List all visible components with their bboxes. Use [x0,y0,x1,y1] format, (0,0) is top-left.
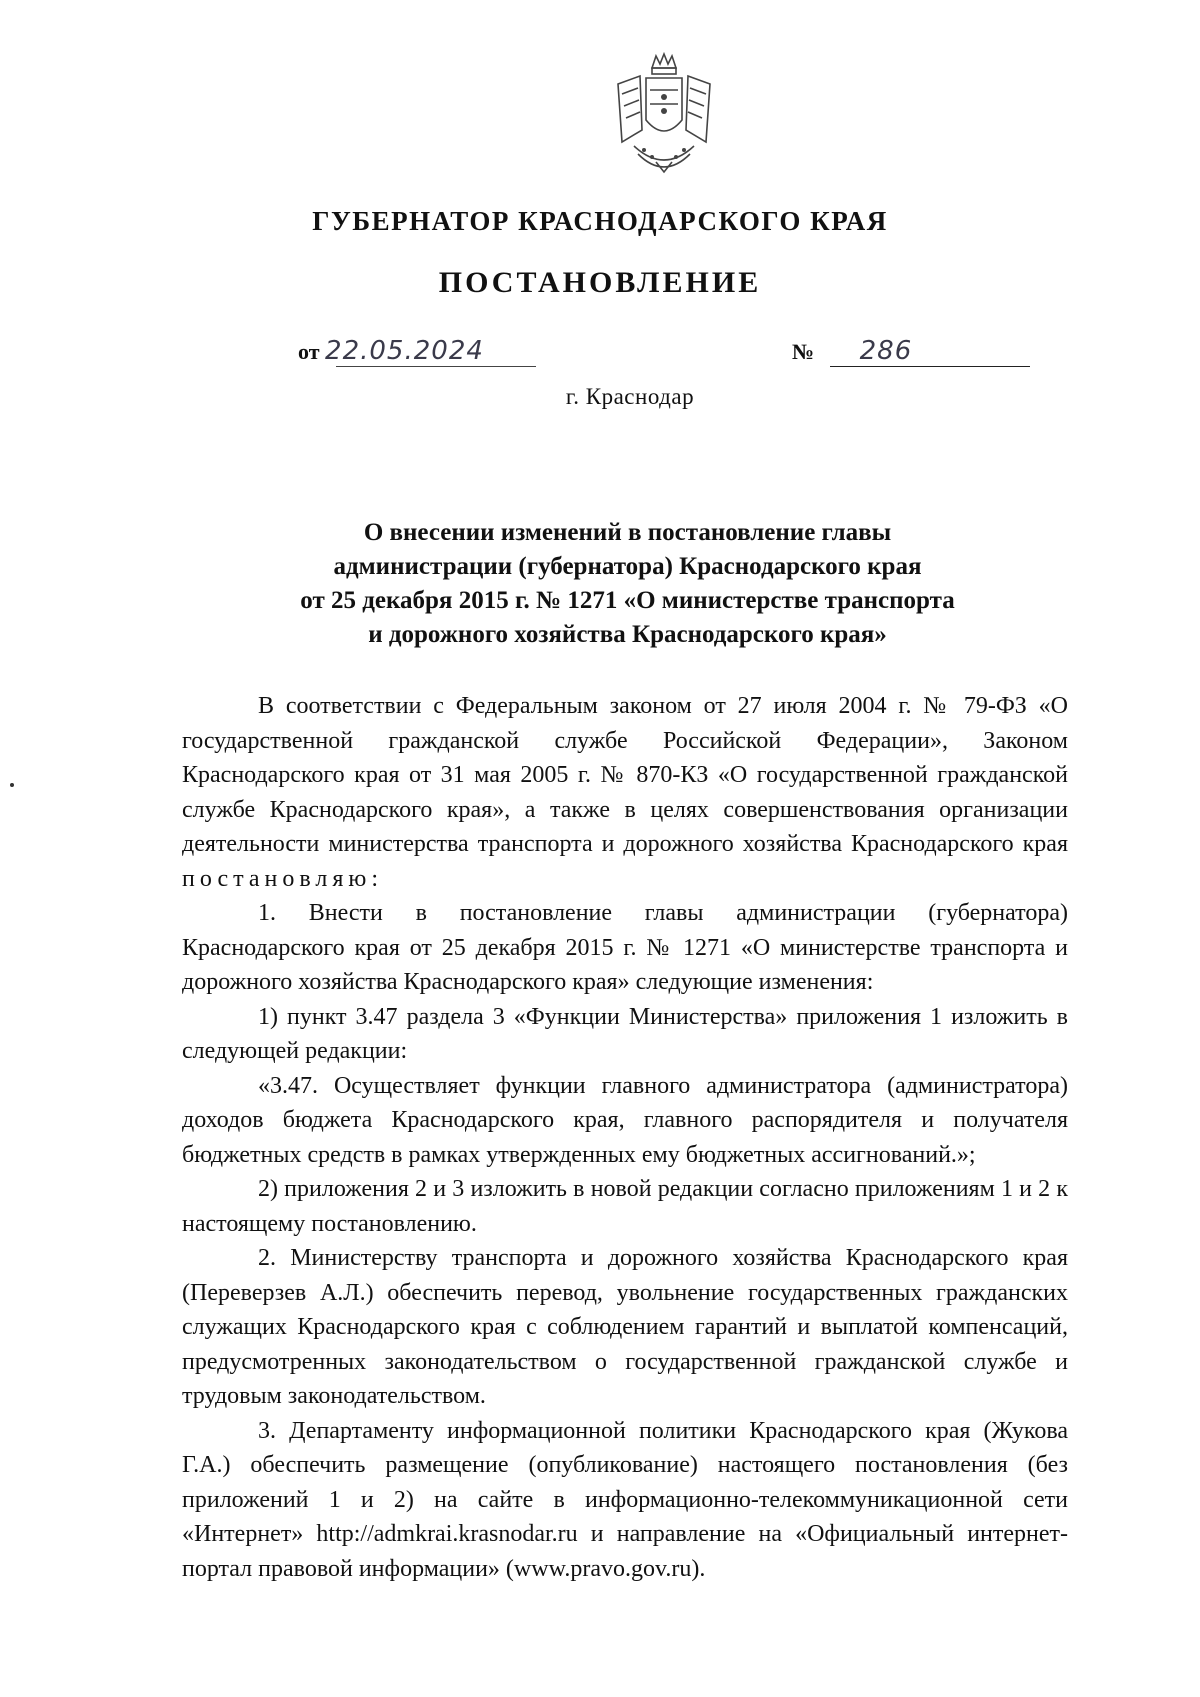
subclause-1-1: 1) пункт 3.47 раздела 3 «Функции Министерства» приложения 1 изложить в следующей редакции: [182,1003,1068,1064]
preamble-text: В соответствии с Федеральным законом от 27 июля 2004 г. № 79-ФЗ «О государственной гражданской службе Российской Федерации», Законом Краснодарского края от 31 мая 2005 г. № 870-КЗ «О государственной гражданской службе Краснодарского края», а также в целях совершенствования организации деятельности министерства транспорта и дорожного хозяйства Краснодарского края [182,693,1068,857]
scan-speck [10,783,14,787]
title-line: О внесении изменений в постановление главы [363,519,892,546]
decree-word: постановляю: [182,865,383,892]
clause-2: 2. Министерству транспорта и дорожного хозяйства Краснодарского края (Переверзев А.Л.) обеспечить перевод, увольнение государственных гражданских служащих Краснодарского края с соблюдением гарантий и выплатой компенсаций, предусмотренных законодательством о государственной гражданской службе и трудовым законодательством. [182,1245,1068,1409]
city: г. Краснодар [565,384,695,409]
title-line: от 25 декабря 2015 г. № 1271 «О министерстве транспорта [300,587,955,614]
date-field [298,336,484,366]
date-underline [336,366,536,367]
document-body [182,689,1068,1586]
clause-1: 1. Внести в постановление главы администрации (губернатора) Краснодарского края от 25 декабря 2015 г. № 1271 «О министерстве транспорта и дорожного хозяйства Краснодарского края» следующие изменения: [182,900,1068,995]
preamble-paragraph [182,689,1068,896]
document-type: ПОСТАНОВЛЕНИЕ [438,266,762,299]
issuing-authority: ГУБЕРНАТОР КРАСНОДАРСКОГО КРАЯ [312,206,888,236]
handwritten-date: 22.05.2024 [325,336,484,366]
number-prefix: № [792,339,815,364]
title-line: администрации (губернатора) Краснодарского края [333,553,922,580]
document-title [0,516,1200,652]
quoted-clause-3-47: «3.47. Осуществляет функции главного администратора (администратора) доходов бюджета Краснодарского края, главного распорядителя и получателя бюджетных средств в рамках утвержденных ему бюджетных ассигнований.»; [182,1072,1068,1168]
subclause-1-2: 2) приложения 2 и 3 изложить в новой редакции согласно приложениям 1 и 2 к настоящему постановлению. [182,1176,1068,1237]
clause-3: 3. Департаменту информационной политики Краснодарского края (Жукова Г.А.) обеспечить размещение (опубликование) настоящего постановления (без приложений 1 и 2) на сайте в информационно-телекоммуникационной сети «Интернет» http://admkrai.krasnodar.ru и направление на «Официальный интернет-портал правовой информации» (www.pravo.gov.ru). [182,1417,1068,1582]
coat-of-arms-icon [604,50,724,180]
number-underline [830,366,1030,367]
title-line: и дорожного хозяйства Краснодарского края» [368,621,887,648]
number-field [792,336,912,366]
date-prefix: от [298,339,320,364]
handwritten-number: 286 [859,336,913,366]
